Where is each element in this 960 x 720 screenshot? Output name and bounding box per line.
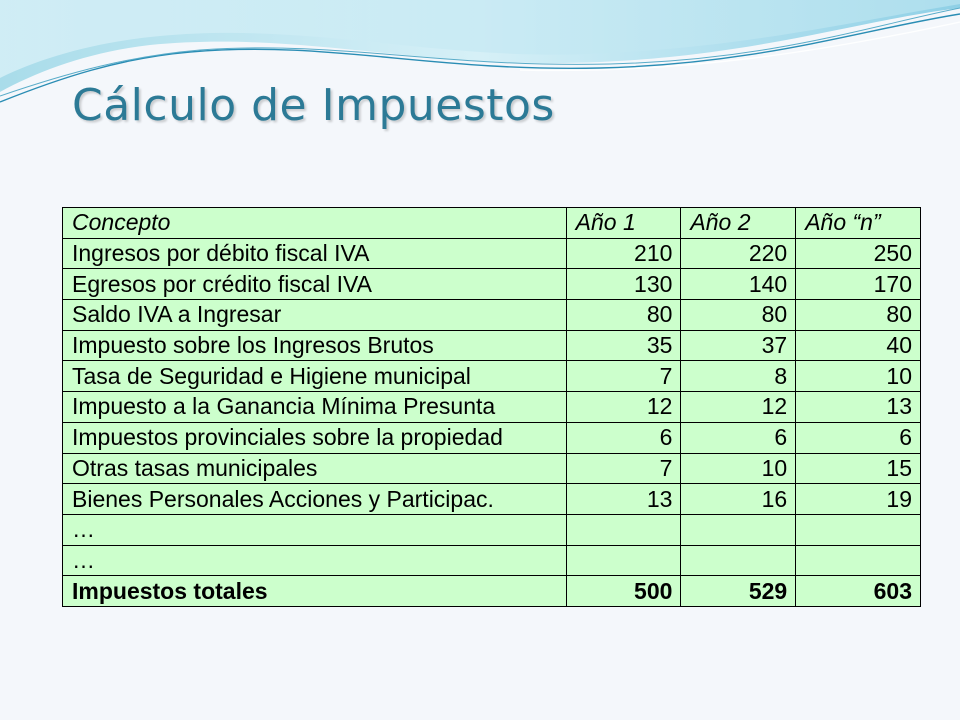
value-cell: 529 — [681, 576, 796, 607]
value-cell: 12 — [681, 392, 796, 423]
header-cell-concepto: Concepto — [63, 208, 567, 239]
table-row — [63, 514, 921, 545]
concept-cell: Tasa de Seguridad e Higiene municipal — [63, 361, 567, 392]
concept-cell: Ingresos por débito fiscal IVA — [63, 238, 567, 269]
table-row — [63, 453, 921, 484]
value-cell: 15 — [796, 453, 921, 484]
table-header-row — [63, 208, 921, 239]
value-cell: 13 — [566, 484, 681, 515]
header-cell-year-1: Año 1 — [566, 208, 681, 239]
value-cell: 210 — [566, 238, 681, 269]
value-cell — [566, 545, 681, 576]
concept-cell: Impuestos provinciales sobre la propiedad — [63, 422, 567, 453]
value-cell: 6 — [796, 422, 921, 453]
value-cell: 80 — [681, 300, 796, 331]
value-cell: 10 — [796, 361, 921, 392]
value-cell: 40 — [796, 330, 921, 361]
table-row — [63, 422, 921, 453]
concept-cell: … — [63, 545, 567, 576]
value-cell: 19 — [796, 484, 921, 515]
header-cell-year-2: Año 2 — [681, 208, 796, 239]
value-cell: 500 — [566, 576, 681, 607]
table-total-row — [63, 576, 921, 607]
value-cell: 140 — [681, 269, 796, 300]
table-row — [63, 545, 921, 576]
value-cell — [796, 514, 921, 545]
value-cell — [796, 545, 921, 576]
table-row — [63, 238, 921, 269]
value-cell: 37 — [681, 330, 796, 361]
header-cell-year-n: Año “n” — [796, 208, 921, 239]
value-cell: 6 — [681, 422, 796, 453]
value-cell: 80 — [796, 300, 921, 331]
concept-cell: Egresos por crédito fiscal IVA — [63, 269, 567, 300]
value-cell — [681, 514, 796, 545]
tax-calculation-table — [62, 207, 921, 607]
value-cell: 35 — [566, 330, 681, 361]
slide-title: Cálculo de Impuestos — [72, 80, 555, 131]
value-cell: 7 — [566, 453, 681, 484]
value-cell: 10 — [681, 453, 796, 484]
concept-cell: Otras tasas municipales — [63, 453, 567, 484]
value-cell: 8 — [681, 361, 796, 392]
value-cell — [681, 545, 796, 576]
concept-cell: Impuestos totales — [63, 576, 567, 607]
concept-cell: Impuesto a la Ganancia Mínima Presunta — [63, 392, 567, 423]
value-cell: 7 — [566, 361, 681, 392]
value-cell: 170 — [796, 269, 921, 300]
table-row — [63, 269, 921, 300]
concept-cell: Saldo IVA a Ingresar — [63, 300, 567, 331]
value-cell: 6 — [566, 422, 681, 453]
value-cell: 250 — [796, 238, 921, 269]
value-cell: 16 — [681, 484, 796, 515]
value-cell: 80 — [566, 300, 681, 331]
value-cell: 130 — [566, 269, 681, 300]
concept-cell: Bienes Personales Acciones y Participac. — [63, 484, 567, 515]
table-row — [63, 300, 921, 331]
value-cell: 603 — [796, 576, 921, 607]
table-row — [63, 484, 921, 515]
table-row — [63, 392, 921, 423]
value-cell: 13 — [796, 392, 921, 423]
value-cell: 220 — [681, 238, 796, 269]
value-cell: 12 — [566, 392, 681, 423]
value-cell — [566, 514, 681, 545]
table-row — [63, 361, 921, 392]
concept-cell: … — [63, 514, 567, 545]
table-row — [63, 330, 921, 361]
concept-cell: Impuesto sobre los Ingresos Brutos — [63, 330, 567, 361]
